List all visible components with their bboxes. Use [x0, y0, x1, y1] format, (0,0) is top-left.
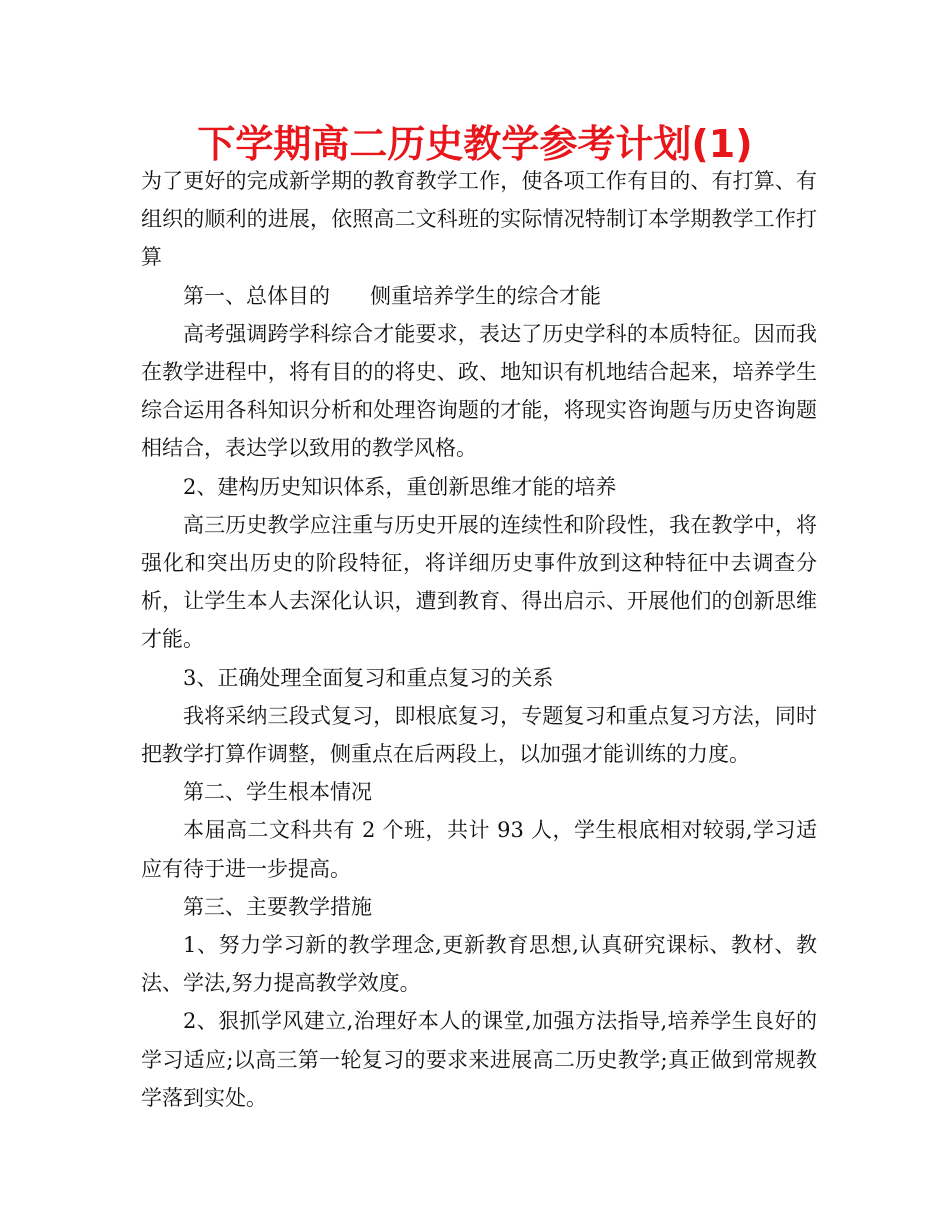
paragraph-historical-stages: 高三历史教学应注重与历史开展的连续性和阶段性，我在教学中，将强化和突出历史的阶段特征，将详细历史事件放到这种特征中去调查分析，让学生本人去深化认识，遭到教育、得出启示、开展他们的创新思维才能。 — [141, 512, 817, 652]
intro-paragraph: 为了更好的完成新学期的教育教学工作，使各项工作有目的、有打算、有组织的顺利的进展，依照高二文科班的实际情况特制订本学期教学工作打算 — [141, 169, 817, 270]
measure-item-1: 1、努力学习新的教学理念,更新教育思想,认真研究课标、教材、教法、学法,努力提高教学效度。 — [141, 933, 817, 996]
section-one-content: 侧重培养学生的综合才能 — [370, 283, 601, 308]
heading-student-situation: 第二、学生根本情况 — [183, 780, 372, 805]
paragraph-three-stage-review: 我将采纳三段式复习，即根底复习，专题复习和重点复习方法，同时把教学打算作调整，侧重点在后两段上，以加强才能训练的力度。 — [141, 703, 817, 767]
paragraph-cross-discipline: 高考强调跨学科综合才能要求，表达了历史学科的本质特征。因而我在教学进程中，将有目的的将史、政、地知识有机地结合起来，培养学生综合运用各科知识分析和处理咨询题的才能，将现实咨询题与历史咨询题相结合，表达学以致用的教学风格。 — [141, 321, 817, 461]
measure-item-2: 2、狠抓学风建立,治理好本人的课堂,加强方法指导,培养学生良好的学习适应;以高三第一轮复习的要求来进展高二历史教学;真正做到常规教学落到实处。 — [141, 1009, 817, 1110]
document-title: 下学期高二历史教学参考计划(1) — [197, 122, 753, 166]
heading-review-relationship: 3、正确处理全面复习和重点复习的关系 — [183, 665, 554, 690]
heading-knowledge-system: 2、建构历史知识体系，重创新思维才能的培养 — [183, 474, 617, 499]
section-one-label: 第一、总体目的 — [183, 283, 330, 308]
paragraph-student-count: 本届高二文科共有 2 个班，共计 93 人，学生根底相对较弱,学习适应有待于进一步提高。 — [141, 818, 817, 881]
heading-teaching-measures: 第三、主要教学措施 — [183, 894, 372, 919]
document-body — [141, 162, 817, 1117]
section-one-heading — [141, 277, 817, 315]
